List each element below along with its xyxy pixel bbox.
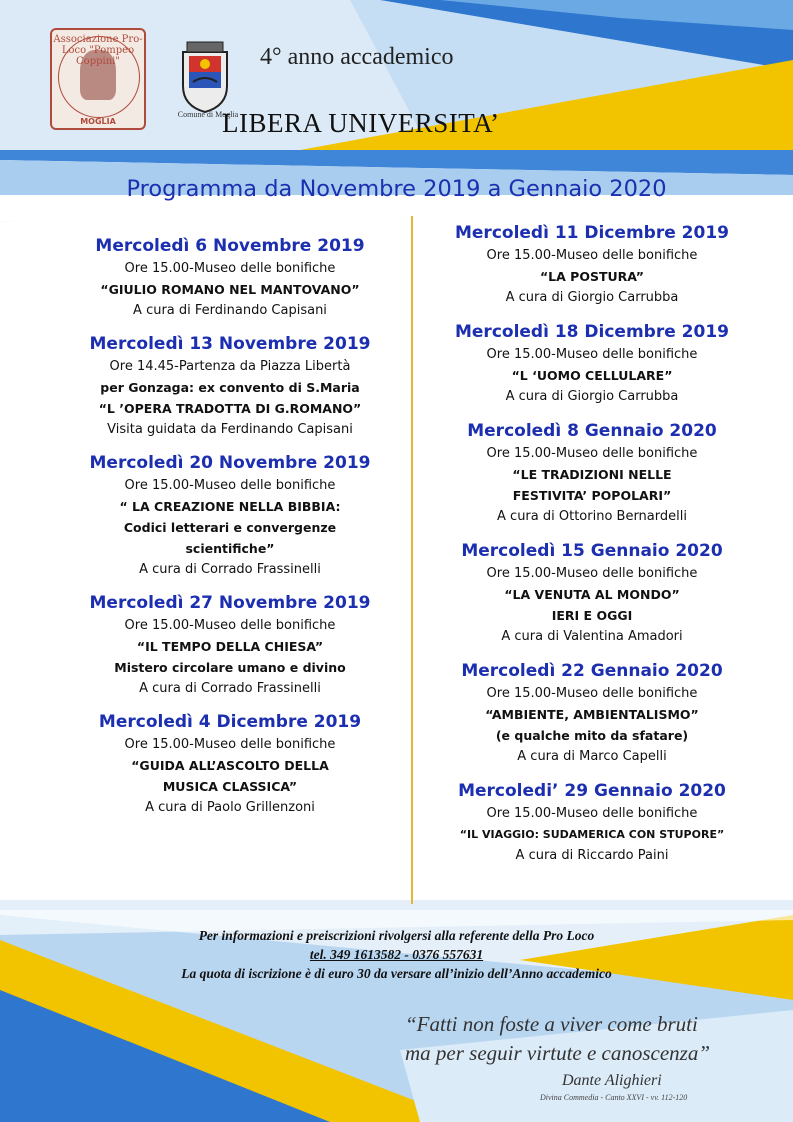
- event-item: [60, 451, 400, 580]
- quote-source: Divina Commedia - Canto XXVI - vv. 112-120: [540, 1093, 688, 1102]
- proloco-seal-logo: Associazione Pro-Loco "Pompeo Coppini" MOGLIA: [50, 28, 146, 130]
- event-date: Mercoledi’ 29 Gennaio 2020: [458, 781, 726, 801]
- page-title: LIBERA UNIVERSITA’: [222, 108, 500, 138]
- info-line: Per informazioni e preiscrizioni rivolgersi alla referente della Pro Loco: [198, 928, 595, 943]
- event-item: [420, 221, 764, 308]
- event-title: (e qualche mito da sfatare): [495, 728, 689, 743]
- event-curator: A cura di Corrado Frassinelli: [139, 681, 321, 696]
- event-time-place: Ore 15.00-Museo delle bonifiche: [486, 806, 698, 821]
- quota-line: La quota di iscrizione è di euro 30 da versare all’inizio dell’Anno accademico: [181, 966, 612, 981]
- event-title: “IL TEMPO DELLA CHIESA”: [136, 639, 324, 654]
- quote-line-2: ma per seguir virtute e canoscenza”: [405, 1041, 711, 1065]
- event-title: “LA POSTURA”: [539, 269, 645, 284]
- event-date: Mercoledì 18 Dicembre 2019: [454, 322, 729, 342]
- left-events-column: [60, 234, 400, 818]
- event-title: per Gonzaga: ex convento di S.Maria: [100, 380, 360, 395]
- event-item: [60, 332, 400, 440]
- event-title: “GUIDA ALL’ASCOLTO DELLA: [131, 758, 329, 773]
- event-date: Mercoledì 20 Novembre 2019: [89, 453, 371, 473]
- anno-accademico: 4° anno accademico: [260, 44, 454, 70]
- event-item: [420, 539, 764, 647]
- event-time-place: Ore 15.00-Museo delle bonifiche: [124, 478, 336, 493]
- event-date: Mercoledì 6 Novembre 2019: [95, 236, 365, 256]
- event-time-place: Ore 14.45-Partenza da Piazza Libertà: [109, 359, 351, 374]
- event-date: Mercoledì 15 Gennaio 2020: [461, 541, 723, 561]
- event-title: scientifiche”: [185, 541, 275, 556]
- event-curator: A cura di Giorgio Carrubba: [505, 290, 679, 305]
- phone-line: tel. 349 1613582 - 0376 557631: [309, 947, 484, 962]
- event-title: MUSICA CLASSICA”: [162, 779, 298, 794]
- event-curator: A cura di Valentina Amadori: [501, 629, 683, 644]
- event-date: Mercoledì 4 Dicembre 2019: [98, 712, 362, 732]
- event-title: FESTIVITA’ POPOLARI”: [512, 488, 672, 503]
- event-date: Mercoledì 27 Novembre 2019: [89, 593, 371, 613]
- event-title: “LE TRADIZIONI NELLE: [512, 467, 672, 482]
- event-curator: A cura di Ferdinando Capisani: [133, 303, 327, 318]
- event-time-place: Ore 15.00-Museo delle bonifiche: [486, 446, 698, 461]
- event-title: IERI E OGGI: [551, 608, 633, 623]
- event-curator: A cura di Giorgio Carrubba: [505, 389, 679, 404]
- event-title: “IL VIAGGIO: SUDAMERICA CON STUPORE”: [459, 828, 725, 841]
- event-item: [420, 320, 764, 407]
- quote-line-1: “Fatti non foste a viver come bruti: [405, 1012, 698, 1036]
- event-curator: Visita guidata da Ferdinando Capisani: [107, 422, 353, 437]
- column-divider: [411, 216, 413, 904]
- event-item: [420, 659, 764, 767]
- event-date: Mercoledì 22 Gennaio 2020: [461, 661, 723, 681]
- event-time-place: Ore 15.00-Museo delle bonifiche: [486, 686, 698, 701]
- event-title: “L ‘UOMO CELLULARE”: [511, 368, 673, 383]
- crest-caption: Comune di Moglia: [177, 110, 239, 119]
- event-title: “GIULIO ROMANO NEL MANTOVANO”: [100, 282, 360, 297]
- event-curator: A cura di Paolo Grillenzoni: [145, 800, 315, 815]
- event-title: “LA VENUTA AL MONDO”: [504, 587, 680, 602]
- event-title: Mistero circolare umano e divino: [114, 660, 346, 675]
- quote-author: Dante Alighieri: [562, 1072, 662, 1089]
- event-time-place: Ore 15.00-Museo delle bonifiche: [124, 737, 336, 752]
- event-title: “ LA CREAZIONE NELLA BIBBIA:: [119, 499, 341, 514]
- right-events-column: [420, 221, 764, 866]
- event-time-place: Ore 15.00-Museo delle bonifiche: [486, 248, 698, 263]
- event-time-place: Ore 15.00-Museo delle bonifiche: [124, 618, 336, 633]
- event-title: “AMBIENTE, AMBIENTALISMO”: [485, 707, 699, 722]
- programma-heading: Programma da Novembre 2019 a Gennaio 2020: [126, 176, 667, 202]
- event-date: Mercoledì 11 Dicembre 2019: [454, 223, 729, 243]
- event-curator: A cura di Ottorino Bernardelli: [497, 509, 687, 524]
- event-curator: A cura di Riccardo Paini: [515, 848, 669, 863]
- event-time-place: Ore 15.00-Museo delle bonifiche: [486, 347, 698, 362]
- event-item: [60, 234, 400, 321]
- event-curator: A cura di Marco Capelli: [517, 749, 667, 764]
- event-time-place: Ore 15.00-Museo delle bonifiche: [486, 566, 698, 581]
- event-item: [60, 710, 400, 818]
- event-date: Mercoledì 13 Novembre 2019: [89, 334, 371, 354]
- event-time-place: Ore 15.00-Museo delle bonifiche: [124, 261, 336, 276]
- event-date: Mercoledì 8 Gennaio 2020: [467, 421, 717, 441]
- event-title: Codici letterari e convergenze: [123, 520, 337, 535]
- event-item: [420, 779, 764, 866]
- event-item: [60, 591, 400, 699]
- event-item: [420, 419, 764, 527]
- event-title: “L ’OPERA TRADOTTA DI G.ROMANO”: [98, 401, 362, 416]
- event-curator: A cura di Corrado Frassinelli: [139, 562, 321, 577]
